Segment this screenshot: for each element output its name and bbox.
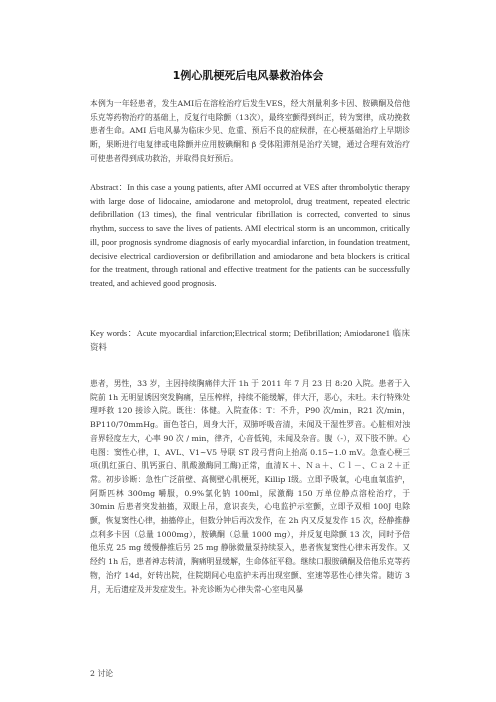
section-heading: 2 讨论 [90,669,114,678]
case-report: 患者，男性，33 岁，主因持续胸痛伴大汗 1h 于 2011 年 7 月 23 日 8:20 入院。患者于入院前 1h 无明显诱因突发胸痛，呈压榨样，持续不能缓解，伴大汗，恶心，未吐。未行特殊处理呼救 120 接诊入院。既往：体健。入院查体：T：不升，P90 次/min，R21 次/min，BP110/70mmHg。面色苍白，周身大汗，双肺呼吸音清，未闻及干湿性罗音。心脏相对浊音界轻度左大，心率 90 次 / min，律齐，心音低钝，未闻及杂音。腹（-），双下肢不肿。心电图：窦性心律，I、AVL、V1~V5 导联 ST 段弓背向上抬高 0.15~1.0 mV。急查心梗三项(肌红蛋白、肌钙蛋白、肌酸激酶同工酶)正常，血清Ｋ＋、Ｎａ＋、Ｃｌ－、Ｃａ２＋正常。初步诊断：急性广泛前壁、高侧壁心肌梗死，Killip Ⅰ级。立即予吸氧，心电血氧监护，阿斯匹林 300mg 嚼服，0.9%氯化钠 100ml，尿激酶 150 万单位静点溶栓治疗，于 30min 后患者突发抽搐，双眼上吊，意识丧失，心电监护示室颤，立即予双相 100J 电除颤，恢复窦性心律，抽搐停止，但数分钟后再次发作，在 2h 内又反复发作 15 次，经静推静点利多卡因（总量 1000mg），胺碘酮（总量 1000 mg），并反复电除颤 13 次，同时予倍他乐克 25 mg 缓慢静推后另 25 mg 静脉微量泵持续泵入，患者恢复窦性心律未再发作。又经约 1h 后，患者神志转清，胸痛明显缓解，生命体征平稳。继续口服胺碘酮及倍他乐克等药物，治疗 14d，好转出院，住院期间心电监护未再出现室颤、室速等恶性心律失常。随访 3 月，无后遗症及并发症发生。补充诊断为心律失常-心室电风暴 [90,379,410,594]
keywords: Key words：Acute myocardial infarction;Electrical storm; Defibrillation; Amiodarone1 临床资料 [90,329,410,352]
abstract-chinese: 本例为一年轻患者，发生AMI后在溶栓治疗后发生VES，经大剂量利多卡因、胺碘酮及倍他乐克等药物治疗的基础上，反复行电除颤（13次），最终室颤得到纠正，转为窦律，成功挽救患者生命。AMI 后电风暴为临床少见、危重、预后不良的症候群，在心梗基础治疗上早期诊断，果断进行电复律或电除颤并应用胺碘酮和 β 受体阻滞剂是治疗关键，通过合理有效治疗可使患者得到成功救治，并取得良好预后。 [90,99,410,163]
abstract-english: Abstract：In this case a young patients, after AMI occurred at VES after thrombolytic therapy with large dose of lidocaine, amiodarone and metoprolol, drug treatment, repeated electric defibrillation (13 times), the final ventricular fibrillation is corrected, converted to sinus rhythm, success to save the lives of patients. AMI electrical storm is an uncommon, critically ill, poor prognosis syndrome diagnosis of early myocardial infarction, in foundation treatment, decisive electrical cardioversion or defibrillation and amiodarone and beta blockers is critical for the treatment, through rational and effective treatment for the patients can be successfully treated, and achieved good prognosis. [90,183,410,288]
document-title: 1例心肌梗死后电风暴救治体会 [172,69,324,82]
